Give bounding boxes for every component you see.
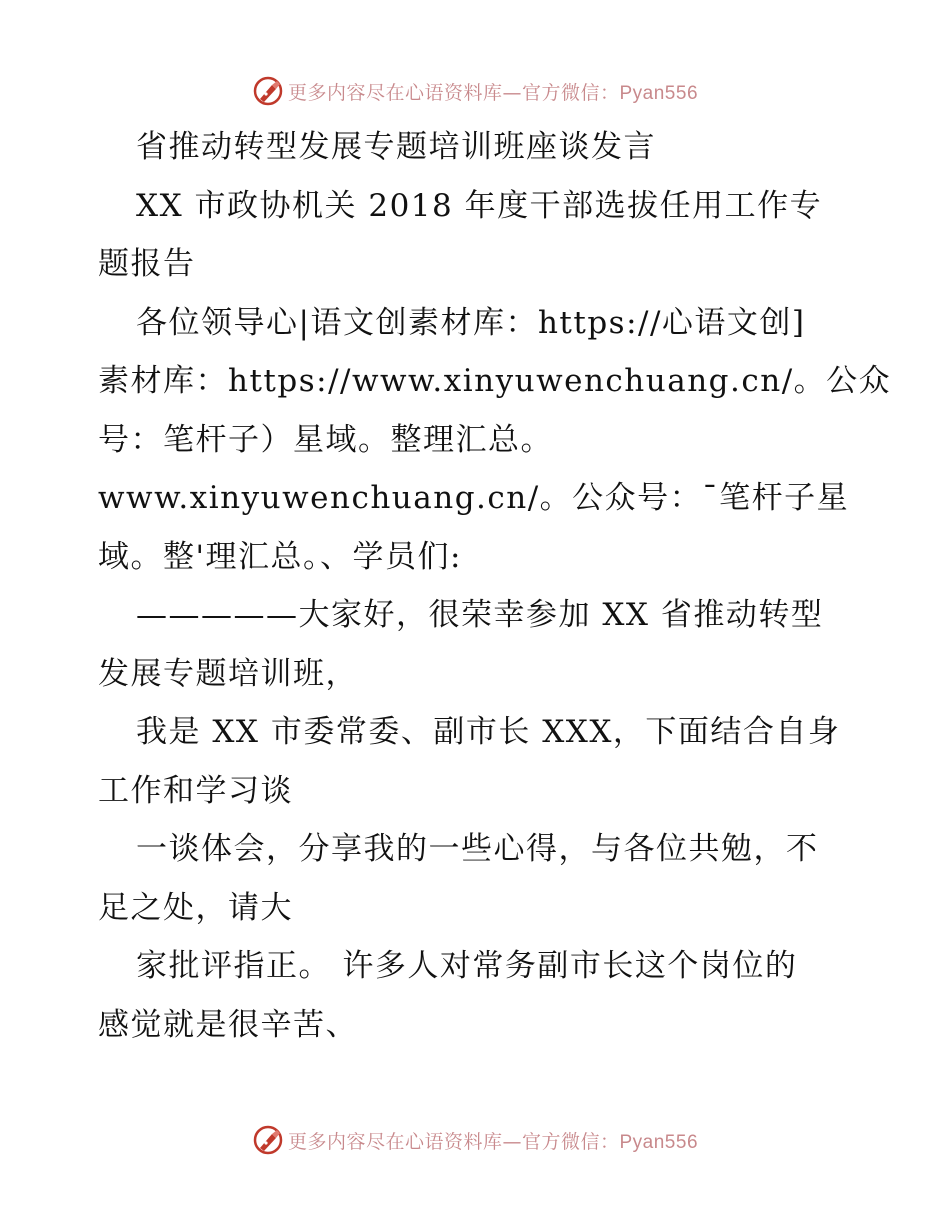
body-line: 域。整'理汇总。、学员们:	[98, 538, 462, 575]
document-body	[98, 118, 892, 1054]
body-line: 各位领导心|语文创素材库：https://心语文创]	[136, 304, 806, 341]
body-line: 素材库：https://www.xinyuwenchuang.cn/。公众	[98, 363, 892, 399]
header-banner-text: 更多内容尽在心语资料库—官方微信：Pyan556	[287, 81, 699, 104]
body-line: XX 市政协机关 2018 年度干部选拔任用工作专	[136, 187, 823, 224]
body-line: —————大家好，很荣幸参加 XX 省推动转型	[136, 597, 824, 633]
body-line: 一谈体会，分享我的一些心得，与各位共勉，不	[136, 831, 819, 867]
body-line: 足之处，请大	[98, 889, 293, 926]
pen-nib-logo-icon	[252, 75, 284, 107]
body-line: 我是 XX 市委常委、副市长 XXX，下面结合自身	[136, 714, 841, 750]
footer-banner	[0, 1120, 950, 1160]
header-banner-brand: Pyan556	[619, 82, 699, 104]
body-line: 感觉就是很辛苦、	[98, 1006, 358, 1043]
body-line: 工作和学习谈	[98, 772, 293, 809]
footer-banner-text: 更多内容尽在心语资料库—官方微信：Pyan556	[287, 1130, 699, 1153]
body-line: 号：笔杆子）星域。整理汇总。	[98, 421, 553, 458]
body-line: 题报告	[98, 246, 196, 282]
header-banner	[0, 71, 950, 111]
body-line: 发展专题培训班，	[98, 655, 358, 692]
body-line: 家批评指正。 许多人对常务副市长这个岗位的	[136, 948, 798, 984]
pen-nib-logo-icon	[252, 1124, 284, 1156]
footer-banner-brand: Pyan556	[619, 1131, 699, 1153]
body-line: 省推动转型发展专题培训班座谈发言	[136, 129, 656, 165]
body-line: www.xinyuwenchuang.cn/。公众号：¯笔杆子星	[98, 480, 850, 516]
